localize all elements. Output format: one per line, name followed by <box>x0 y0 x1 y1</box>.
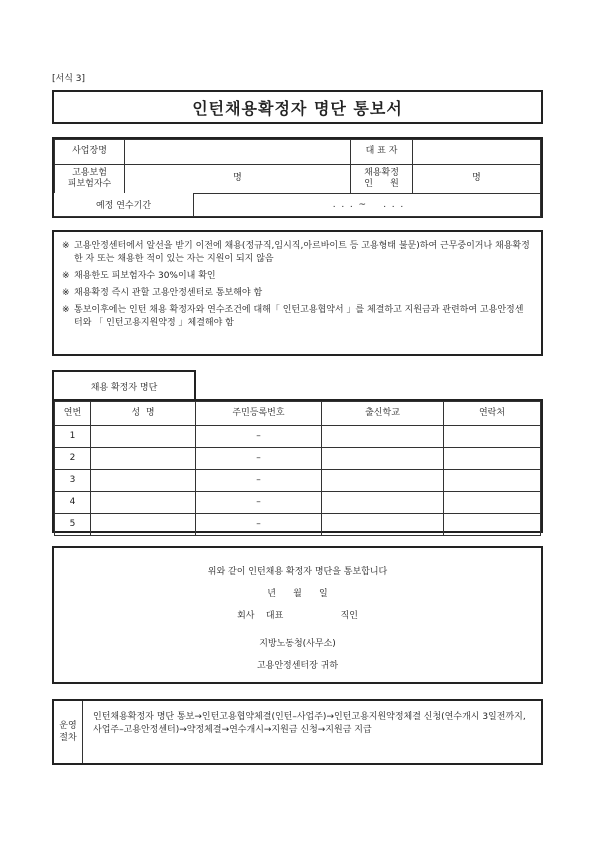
row-number: 3 <box>55 470 91 492</box>
header-number: 연번 <box>55 402 91 426</box>
name-cell[interactable] <box>91 448 196 470</box>
contact-cell[interactable] <box>444 492 541 514</box>
table-row <box>55 426 541 448</box>
row-number: 2 <box>55 448 91 470</box>
row-number: 1 <box>55 426 91 448</box>
hired-roster-table <box>52 399 543 533</box>
school-cell[interactable] <box>322 426 444 448</box>
school-cell[interactable] <box>322 470 444 492</box>
name-cell[interactable] <box>91 470 196 492</box>
table-row <box>55 470 541 492</box>
procedure-box <box>52 699 543 765</box>
roster-title: 채용 확정자 명단 <box>90 382 158 393</box>
hired-count-field[interactable]: 명 <box>413 165 541 194</box>
header-contact: 연락처 <box>444 402 541 426</box>
procedure-text: 인턴채용확정자 명단 통보→인턴고용협약체결(인턴–사업주)→인턴고용지원약정체결 신청(연수개시 3일전까지, 사업주–고용안정센터)→약정체결→연수개시→지원금 신청→지원금 지급 <box>93 712 526 735</box>
notice-box <box>52 230 543 356</box>
table-row <box>55 448 541 470</box>
table-row <box>55 492 541 514</box>
header-resident-number: 주민등록번호 <box>196 402 322 426</box>
header-name: 성 명 <box>91 402 196 426</box>
name-cell[interactable] <box>91 492 196 514</box>
header-school: 출신학교 <box>322 402 444 426</box>
school-cell[interactable] <box>322 448 444 470</box>
contact-cell[interactable] <box>444 514 541 536</box>
table-row <box>55 514 541 536</box>
contact-cell[interactable] <box>444 426 541 448</box>
form-title-text: 인턴채용확정자 명단 통보서 <box>192 98 403 118</box>
resident-number-cell[interactable]: – <box>196 426 322 448</box>
insured-count-label: 고용보험 피보험자수 <box>55 165 125 194</box>
representative-field[interactable] <box>413 140 541 165</box>
row-number: 5 <box>55 514 91 536</box>
resident-number-cell[interactable]: – <box>196 492 322 514</box>
company-name-field[interactable] <box>125 140 351 165</box>
declaration-statement: 위와 같이 인턴채용 확정자 명단을 통보합니다 <box>207 567 388 577</box>
form-number: [서식 3] <box>52 74 85 84</box>
contact-cell[interactable] <box>444 470 541 492</box>
notice-item: ※ 통보이후에는 인턴 채용 확정자와 연수조건에 대해「 인턴고용협약서 」를 체결하고 지원금과 관련하여 고용안정센터와 「 인턴고용지원약정 」체결해야 함 <box>62 305 524 328</box>
declaration-recipient: 고용안정센터장 귀하 <box>256 661 339 671</box>
notice-item: ※ 채용확정 즉시 관할 고용안정센터로 통보해야 함 <box>62 288 263 298</box>
name-cell[interactable] <box>91 426 196 448</box>
declaration-signer[interactable]: 회사 대표 직인 <box>237 611 358 621</box>
training-period-value[interactable]: . . . ~ . . . <box>332 199 404 210</box>
notice-item: ※ 채용한도 피보험자수 30%이내 확인 <box>62 271 216 281</box>
company-name-label: 사업장명 <box>55 140 125 165</box>
name-cell[interactable] <box>91 514 196 536</box>
resident-number-cell[interactable]: – <box>196 448 322 470</box>
roster-tab <box>52 370 196 400</box>
insured-count-field[interactable]: 명 <box>125 165 351 194</box>
form-title <box>52 90 543 124</box>
school-cell[interactable] <box>322 492 444 514</box>
resident-number-cell[interactable]: – <box>196 470 322 492</box>
school-cell[interactable] <box>322 514 444 536</box>
procedure-label: 운영 절차 <box>54 701 83 763</box>
declaration-office: 지방노동청(사무소) <box>259 639 336 649</box>
row-number: 4 <box>55 492 91 514</box>
resident-number-cell[interactable]: – <box>196 514 322 536</box>
declaration-date[interactable]: 년 월 일 <box>267 589 328 599</box>
notice-item: ※ 고용안정센터에서 알선을 받기 이전에 채용(정규직,임시직,아르바이트 등 고용형태 불문)하여 근무중이거나 채용확정한 자 또는 채용한 적이 있는 자는 지원이 되지 않음 <box>62 241 530 264</box>
representative-label: 대 표 자 <box>351 140 413 165</box>
contact-cell[interactable] <box>444 448 541 470</box>
declaration-box <box>52 546 543 684</box>
hired-count-label: 채용확정 인 원 <box>351 165 413 194</box>
training-period-label-text: 예정 연수기간 <box>54 193 194 216</box>
